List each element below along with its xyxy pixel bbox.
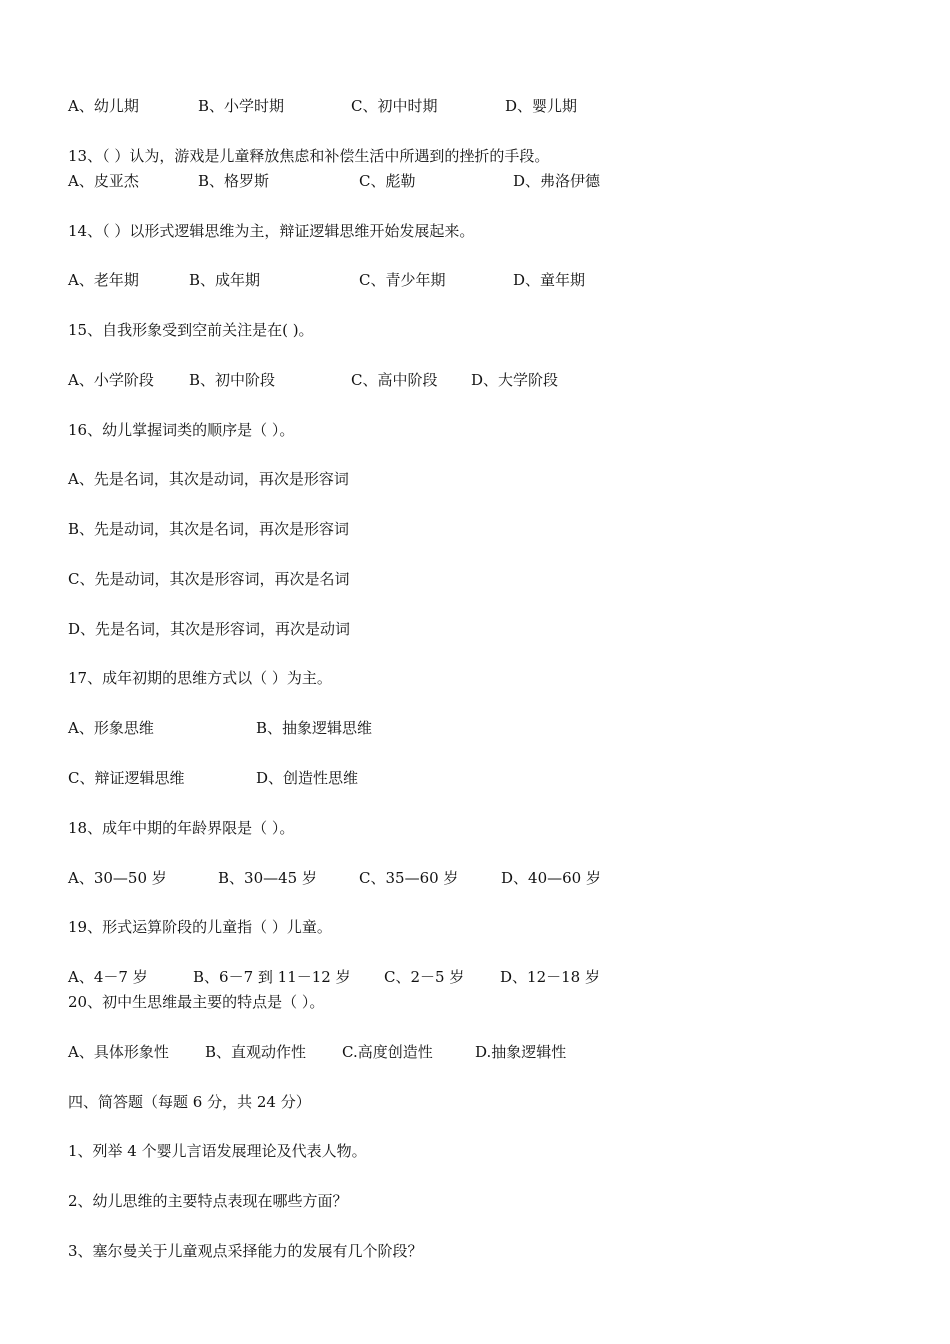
option-a: A、4－7 岁: [68, 968, 148, 986]
option-a: A、小学阶段: [68, 371, 154, 389]
option-a: A、形象思维: [68, 719, 154, 737]
option-c: C、2－5 岁: [384, 968, 465, 986]
option-b: B、小学时期: [198, 97, 285, 115]
option-a: A、幼儿期: [68, 97, 139, 115]
option-c: C、35—60 岁: [359, 869, 459, 887]
option-b: B、格罗斯: [198, 172, 270, 190]
question-18-stem: 18、成年中期的年龄界限是（ ）。: [68, 819, 295, 837]
option-c: C.高度创造性: [342, 1043, 433, 1061]
option-a: A、老年期: [68, 271, 139, 289]
option-b: B、成年期: [189, 271, 261, 289]
option-b: B、直观动作性: [205, 1043, 307, 1061]
option-a: A、皮亚杰: [68, 172, 139, 190]
short-answer-question-3: 3、塞尔曼关于儿童观点采择能力的发展有几个阶段？: [68, 1242, 423, 1260]
question-20-stem: 20、初中生思维最主要的特点是（ ）。: [68, 993, 325, 1011]
question-16-stem: 16、幼儿掌握词类的顺序是（ ）。: [68, 421, 295, 439]
option-d: D、弗洛伊德: [513, 172, 601, 190]
option-d: D、40—60 岁: [501, 869, 601, 887]
question-15-stem: 15、自我形象受到空前关注是在( )。: [68, 321, 314, 339]
option-b: B、30—45 岁: [218, 869, 317, 887]
option-c: C、辩证逻辑思维: [68, 769, 185, 787]
option-c: C、青少年期: [359, 271, 446, 289]
option-b: B、初中阶段: [189, 371, 276, 389]
question-16-option-d: D、先是名词，其次是形容词，再次是动词: [68, 620, 351, 638]
option-d: D、创造性思维: [256, 769, 359, 787]
option-c: C、初中时期: [351, 97, 438, 115]
option-b: B、6－7 到 11－12 岁: [193, 968, 351, 986]
option-c: C、彪勒: [359, 172, 416, 190]
short-answer-question-1: 1、列举 4 个婴儿言语发展理论及代表人物。: [68, 1142, 367, 1160]
option-a: A、具体形象性: [68, 1043, 169, 1061]
section-heading: 四、简答题（每题 6 分，共 24 分）: [68, 1093, 311, 1111]
short-answer-question-2: 2、幼儿思维的主要特点表现在哪些方面？: [68, 1192, 348, 1210]
question-17-stem: 17、成年初期的思维方式以（ ）为主。: [68, 669, 332, 687]
option-d: D、大学阶段: [471, 371, 559, 389]
question-16-option-a: A、先是名词，其次是动词，再次是形容词: [68, 470, 349, 488]
option-b: B、抽象逻辑思维: [256, 719, 373, 737]
option-d: D、婴儿期: [505, 97, 578, 115]
question-16-option-b: B、先是动词，其次是名词，再次是形容词: [68, 520, 350, 538]
question-19-stem: 19、形式运算阶段的儿童指（ ）儿童。: [68, 918, 332, 936]
option-d: D、童年期: [513, 271, 586, 289]
option-c: C、高中阶段: [351, 371, 438, 389]
option-d: D、12－18 岁: [500, 968, 600, 986]
question-16-option-c: C、先是动词，其次是形容词，再次是名词: [68, 570, 350, 588]
option-d: D.抽象逻辑性: [475, 1043, 567, 1061]
option-a: A、30—50 岁: [68, 869, 167, 887]
question-14-stem: 14、（ ）以形式逻辑思维为主，辩证逻辑思维开始发展起来。: [68, 222, 475, 240]
question-13-stem: 13、（ ）认为，游戏是儿童释放焦虑和补偿生活中所遇到的挫折的手段。: [68, 147, 550, 165]
